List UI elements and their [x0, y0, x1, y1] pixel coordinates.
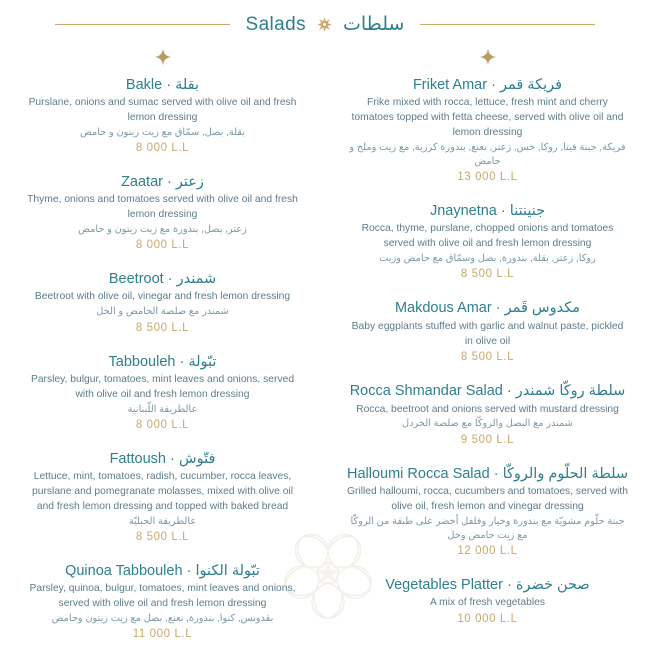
item-description-en: Lettuce, mint, tomatoes, radish, cucumber, rocca leaves, purslane and pomegranate molasses, mixed with olive oil and fresh lemon dressing and topped with baked bread	[32, 470, 293, 512]
item-description-en: A mix of fresh vegetables	[429, 597, 546, 609]
item-price: 8 500 L.L	[460, 351, 515, 364]
item-description-en: Purslane, onions and sumac served with olive oil and fresh lemon dressing	[28, 97, 297, 124]
four-point-star-icon	[477, 47, 499, 67]
item-description-ar: بقدونس, كنوا, بندورة, نعنع, بصل مع زيت زيتون وحامض	[51, 612, 274, 624]
item-title	[347, 76, 628, 94]
item-price: 9 500 L.L	[460, 433, 515, 446]
item-description-en: Rocca, thyme, purslane, chopped onions and tomatoes served with olive oil and fresh lemon dressing	[361, 223, 614, 250]
item-price: 11 000 L.L	[132, 628, 193, 641]
item-price: 8 000 L.L	[135, 239, 190, 252]
item-description-ar: جبنة حلّوم مشويّة مع بندورة وخيار وفلفل أخضر على طبقة من الروكّا مع زيت حامض وخل	[350, 515, 625, 541]
item-name-ar: شمندر	[176, 271, 217, 288]
item-price: 12 000 L.L	[457, 545, 518, 558]
item-description-ar: بقلة, بصل, سمّاق مع زيت زيتون و حامض	[79, 126, 245, 138]
item-title	[347, 576, 628, 594]
item-separator: ·	[186, 562, 192, 579]
item-description-ar: عالطريقة اللّبنانية	[127, 403, 198, 415]
item-price: 8 000 L.L	[135, 418, 190, 431]
menu-columns	[0, 37, 650, 659]
item-description-en: Frike mixed with rocca, lettuce, fresh mint and cherry tomatoes topped with fetta cheese, served with olive oil and lemon dressing	[351, 97, 624, 138]
item-name-ar: مكدوس قَمر	[504, 300, 581, 317]
menu-item[interactable]	[22, 450, 303, 543]
item-description-ar: روكا, زعتر, بقلة, بندورة, بصل وسمّاق مع حامض وزيت	[379, 253, 596, 265]
item-title	[22, 173, 303, 191]
item-name-ar: تبّولة	[188, 353, 217, 370]
menu-column-left	[0, 47, 325, 659]
item-name-ar: صحن خضرة	[515, 577, 590, 594]
item-title	[22, 76, 303, 94]
item-name-ar: جنينتنا	[509, 203, 546, 220]
item-name-en: Vegetables Platter	[385, 577, 503, 594]
item-description-en: Parsley, quinoa, bulgur, tomatoes, mint leaves and onions, served with olive oil and fresh lemon dressing	[29, 582, 296, 609]
item-name-ar: تبّولة الكنوا	[195, 562, 260, 579]
item-name-en: Zaatar	[121, 174, 163, 191]
item-description-en: Baby eggplants stuffed with garlic and walnut paste, pickled in olive oil	[351, 320, 624, 347]
item-name-en: Quinoa Tabbouleh	[65, 562, 183, 579]
item-price: 10 000 L.L	[457, 613, 518, 626]
item-name-en: Beetroot	[108, 271, 164, 288]
item-separator: ·	[506, 577, 512, 594]
item-separator: ·	[493, 465, 499, 482]
item-name-en: Jnaynetna	[429, 203, 497, 220]
item-description-ar: زعتر, بصل, بندورة مع زيت زيتون و حامض	[78, 224, 247, 236]
item-price: 13 000 L.L	[457, 171, 518, 184]
menu-item[interactable]	[347, 465, 628, 557]
item-title	[347, 202, 628, 220]
item-separator: ·	[167, 271, 173, 288]
item-name-en: Tabbouleh	[108, 353, 176, 370]
menu-item[interactable]	[347, 202, 628, 280]
item-name-ar: سلطة روكّا شمندر	[515, 383, 626, 400]
item-description-ar: عالطريقة الجبليّة	[128, 515, 197, 527]
item-separator: ·	[506, 383, 512, 400]
item-separator: ·	[495, 300, 501, 317]
menu-item[interactable]	[347, 299, 628, 363]
item-title	[22, 450, 303, 468]
item-name-ar: سلطة الحلّوم والروكّا	[502, 465, 629, 482]
item-price: 8 500 L.L	[135, 321, 190, 334]
item-name-ar: فريكة قمر	[499, 77, 563, 93]
eight-point-star-icon	[317, 17, 332, 32]
item-price: 8 000 L.L	[135, 142, 190, 155]
item-name-en: Makdous Amar	[394, 300, 492, 317]
item-name-en: Friket Amar	[412, 77, 488, 93]
header-rule-left	[55, 24, 230, 25]
item-description-en: Rocca, beetroot and onions served with mustard dressing	[356, 403, 619, 415]
item-description-en: Thyme, onions and tomatoes served with olive oil and fresh lemon dressing	[27, 194, 298, 221]
item-price: 8 500 L.L	[460, 268, 515, 281]
item-separator: ·	[491, 77, 496, 93]
item-name-ar: فتّوش	[178, 450, 216, 467]
menu-item[interactable]	[22, 353, 303, 431]
item-description-en: Beetroot with olive oil, vinegar and fresh lemon dressing	[34, 291, 291, 303]
item-name-ar: زعتر	[175, 174, 204, 191]
section-header	[0, 0, 650, 37]
menu-item[interactable]	[22, 562, 303, 640]
item-description-en: Parsley, bulgur, tomatoes, mint leaves and onions, served with olive oil and fresh lemon dressing	[30, 373, 295, 400]
item-name-en: Halloumi Rocca Salad	[347, 465, 490, 482]
item-price: 8 500 L.L	[135, 530, 190, 543]
item-name-en: Fattoush	[109, 450, 166, 467]
item-description-ar: شمندر مع صلصة الحامض و الخل	[96, 306, 229, 318]
menu-item[interactable]	[22, 270, 303, 333]
four-point-star-icon	[152, 47, 174, 67]
item-title	[22, 270, 303, 288]
section-title-ar: سلطات	[343, 13, 405, 35]
item-name-ar: بقلة	[175, 77, 200, 93]
item-title	[347, 465, 628, 483]
menu-column-right	[325, 47, 650, 644]
item-separator: ·	[170, 450, 175, 467]
section-title-en: Salads	[245, 13, 306, 35]
menu-item[interactable]	[22, 173, 303, 251]
item-title	[22, 562, 303, 580]
item-separator: ·	[500, 203, 506, 220]
item-separator: ·	[166, 77, 172, 93]
menu-item[interactable]	[22, 76, 303, 154]
menu-item[interactable]	[347, 576, 628, 625]
item-name-en: Bakle	[125, 77, 163, 93]
item-description-ar: فريكة, جبنة فيتا, روكا, خس, زعتر, نعنع, بندورة كرزية, مع زيت وملح و حامض	[349, 141, 626, 168]
item-title	[22, 353, 303, 371]
menu-item[interactable]	[347, 76, 628, 183]
item-title	[347, 299, 628, 317]
menu-item[interactable]	[347, 382, 628, 445]
item-description-en: Grilled halloumi, rocca, cucumbers and tomatoes, served with olive oil, fresh lemon and vinegar dressing	[347, 485, 628, 512]
item-description-ar: شمندر مع البصل والروكّا مع صلصة الخردل	[402, 418, 573, 430]
item-name-en: Rocca Shmandar Salad	[349, 383, 503, 400]
item-separator: ·	[179, 353, 185, 370]
item-separator: ·	[167, 174, 172, 191]
header-rule-right	[420, 24, 595, 25]
item-title	[347, 382, 628, 400]
